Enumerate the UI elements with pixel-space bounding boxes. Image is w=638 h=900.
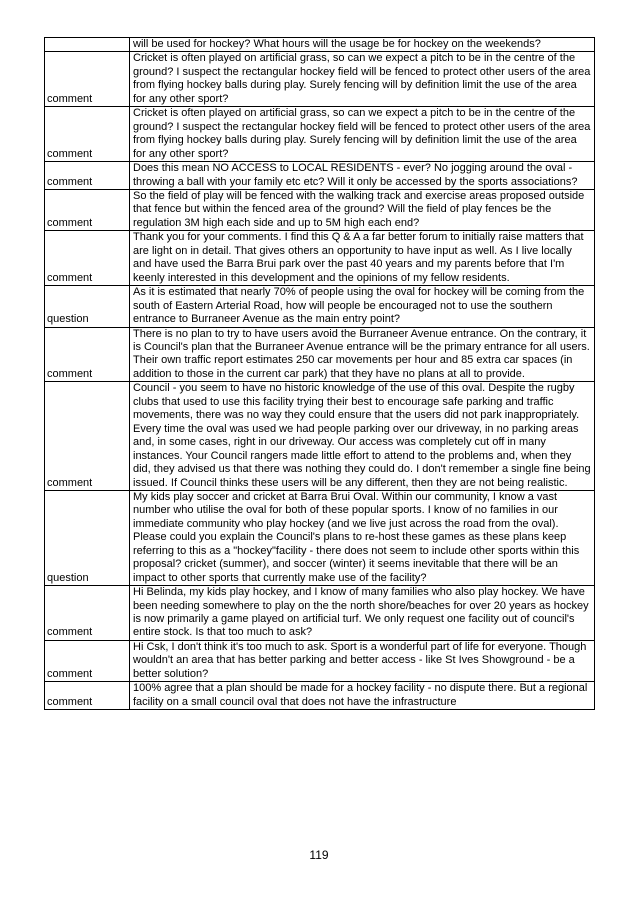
table-row <box>45 107 595 162</box>
table-row <box>45 682 595 710</box>
entry-text-cell: There is no plan to try to have users avoid the Burraneer Avenue entrance. On the contrary, it is Council's plan that the Burraneer Avenue entrance will be the primary entrance for all users. Their own traffic report estimates 250 car movements per hour and 85 extra car spaces (in addition to those in the current car park) that they have no plans at all to provide. <box>130 327 595 382</box>
entry-type-cell <box>45 38 130 52</box>
table-row <box>45 38 595 52</box>
entry-text-cell: As it is estimated that nearly 70% of people using the oval for hockey will be coming from the south of Eastern Arterial Road, how will people be encouraged not to use the southern entrance to Burraneer Avenue as the main entry point? <box>130 286 595 327</box>
table-row <box>45 286 595 327</box>
table-row <box>45 382 595 491</box>
entry-type-cell: comment <box>45 640 130 681</box>
table-row <box>45 640 595 681</box>
entry-text-cell: So the field of play will be fenced with the walking track and exercise areas proposed outside that fence but within the fenced area of the ground? Will the field of play fences be the regulation 3M high each side and up to 5M high each end? <box>130 189 595 230</box>
entry-type-cell: question <box>45 490 130 585</box>
entry-type-cell: comment <box>45 586 130 641</box>
entry-type-cell: comment <box>45 189 130 230</box>
table-row <box>45 189 595 230</box>
entry-type-cell: comment <box>45 107 130 162</box>
table-row <box>45 327 595 382</box>
entry-text-cell: Does this mean NO ACCESS to LOCAL RESIDENTS - ever? No jogging around the oval - throwing a ball with your family etc etc? Will it only be accessed by the sports associations? <box>130 162 595 190</box>
table-row <box>45 490 595 585</box>
entry-text-cell: Thank you for your comments. I find this Q & A a far better forum to initially raise matters that are light on in detail. That gives others an opportunity to have input as well. As I live locally and have used the Barra Brui park over the past 40 years and my parents before that I'm keenly interested in this development and the opinions of my fellow residents. <box>130 231 595 286</box>
entry-text-cell: Hi Csk, I don't think it's too much to ask. Sport is a wonderful part of life for everyone. Though wouldn't an area that has better parking and better access - like St Ives Showground - be a better solution? <box>130 640 595 681</box>
table-row <box>45 231 595 286</box>
entry-type-cell: question <box>45 286 130 327</box>
entry-text-cell: My kids play soccer and cricket at Barra Brui Oval. Within our community, I know a vast number who utilise the oval for both of these popular sports. I know of no families in our immediate community who play hockey (and we live just across the road from the oval). Please could you explain the Council's plans to re-host these games as these plans keep referring to this as a "hockey"facility - there does not seem to include other sports within this proposal? cricket (summer), and soccer (winter) it seems inevitable that there will be an impact to other sports that currently make use of the facility? <box>130 490 595 585</box>
entry-text-cell: will be used for hockey? What hours will the usage be for hockey on the weekends? <box>130 38 595 52</box>
entry-text-cell: Council - you seem to have no historic knowledge of the use of this oval. Despite the rugby clubs that used to use this facility trying their best to encourage safe parking and traffic movements, there was no way they could ensure that the users did not park inappropriately. Every time the oval was used we had people parking over our driveway, in no parking areas and, in some cases, right in our driveway. Our access was completely cut off in many instances. Your Council rangers made little effort to attend to the problems and, when they did, they advised us that there was nothing they could do. I don't remember a single fine being issued. If Council thinks these users will be any different, then they are not being realistic. <box>130 382 595 491</box>
entry-text-cell: Cricket is often played on artificial grass, so can we expect a pitch to be in the centre of the ground? I suspect the rectangular hockey field will be fenced to protect other users of the area from flying hockey balls during play. Surely fencing will by definition limit the use of the area for any other sport? <box>130 52 595 107</box>
entry-text-cell: Hi Belinda, my kids play hockey, and I know of many families who also play hockey. We have been needing somewhere to play on the the north shore/beaches for over 20 years as hockey is now primarily a game played on artificial turf. We only request one facility out of council's entire stock. Is that too much to ask? <box>130 586 595 641</box>
entry-type-cell: comment <box>45 682 130 710</box>
entry-type-cell: comment <box>45 162 130 190</box>
table-row <box>45 586 595 641</box>
entry-type-cell: comment <box>45 327 130 382</box>
entry-type-cell: comment <box>45 231 130 286</box>
entry-type-cell: comment <box>45 52 130 107</box>
page-number: 119 <box>309 848 329 862</box>
qa-table-body <box>45 38 595 710</box>
entry-text-cell: Cricket is often played on artificial grass, so can we expect a pitch to be in the centre of the ground? I suspect the rectangular hockey field will be fenced to protect other users of the area from flying hockey balls during play. Surely fencing will by definition limit the use of the area for any other sport? <box>130 107 595 162</box>
table-row <box>45 52 595 107</box>
qa-table <box>44 37 595 710</box>
entry-type-cell: comment <box>45 382 130 491</box>
entry-text-cell: 100% agree that a plan should be made for a hockey facility - no dispute there. But a regional facility on a small council oval that does not have the infrastructure <box>130 682 595 710</box>
table-row <box>45 162 595 190</box>
